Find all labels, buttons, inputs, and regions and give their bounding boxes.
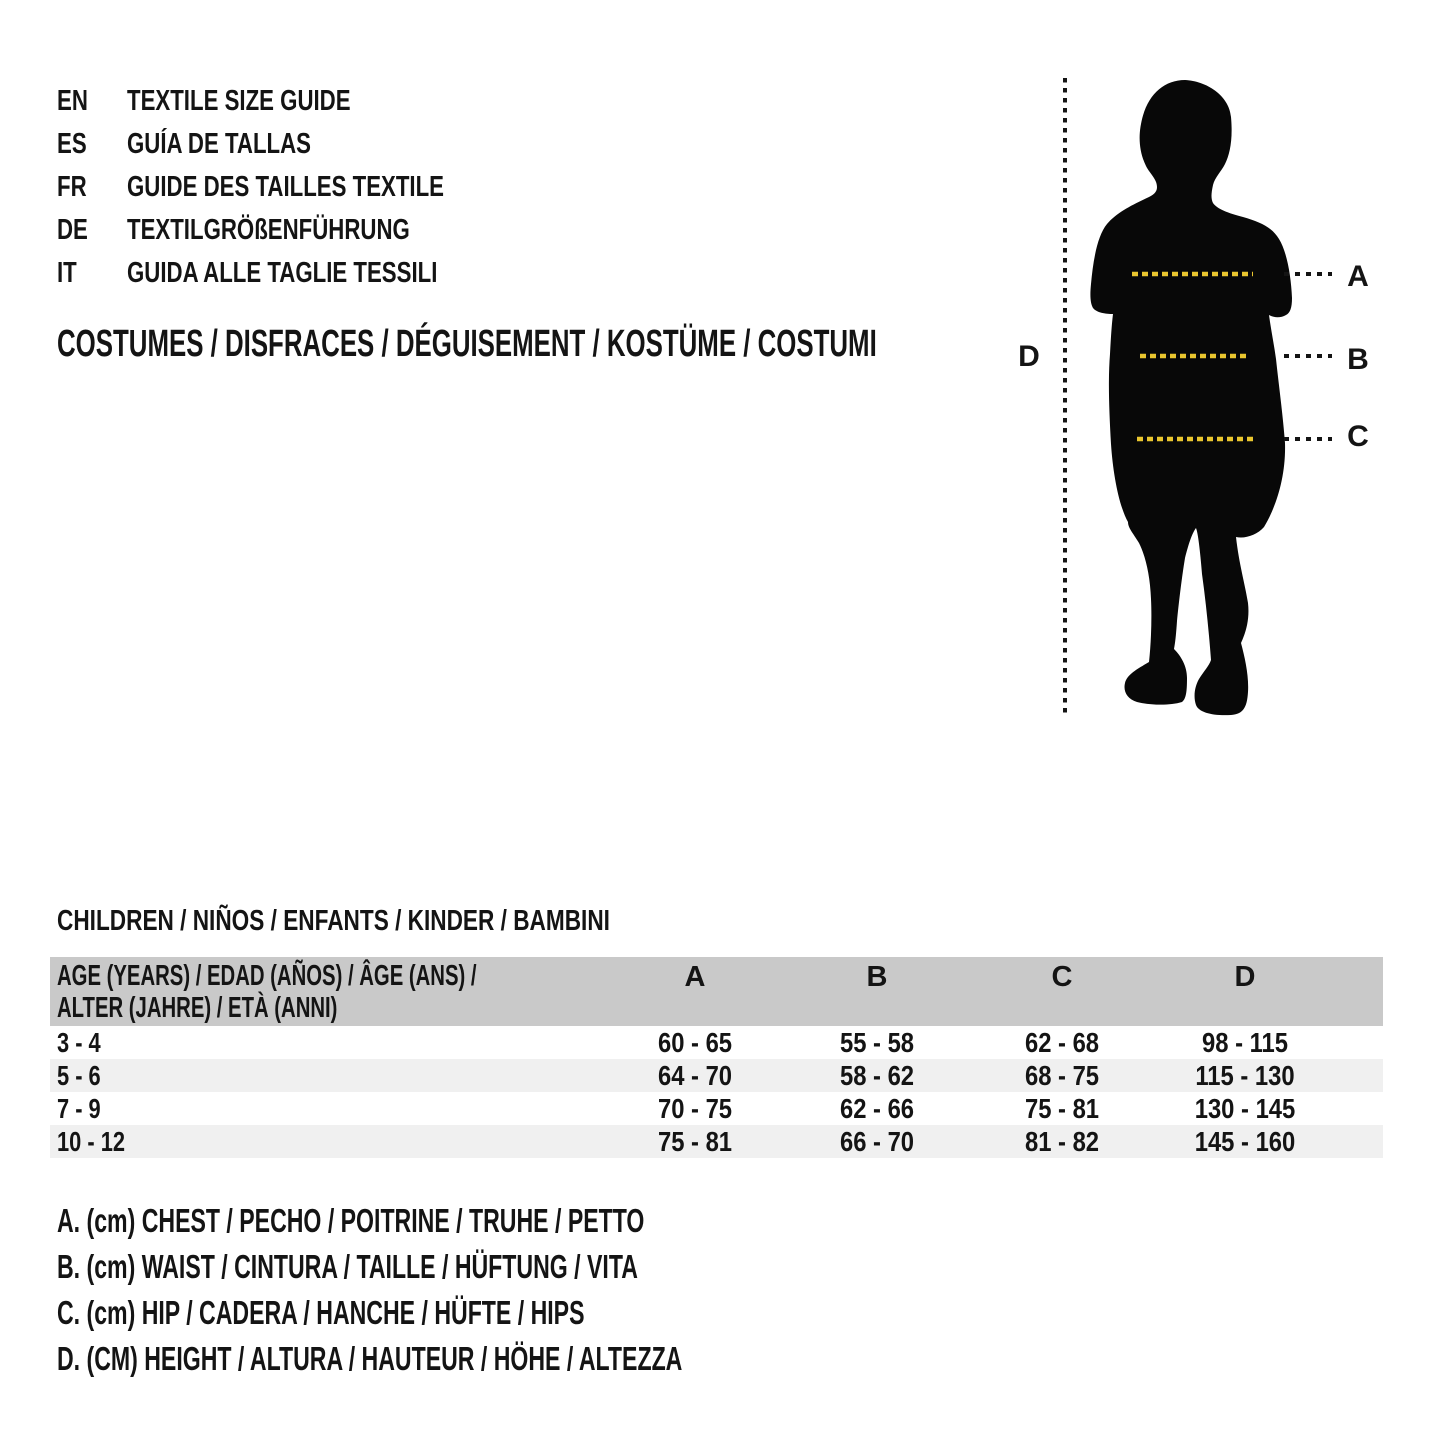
chest-label-a: A: [1347, 260, 1369, 293]
language-code: FR: [57, 171, 87, 203]
language-row-fr: [57, 166, 657, 209]
column-header-b: B: [866, 961, 888, 993]
language-title: TEXTILGRÖßENFÜHRUNG: [127, 214, 410, 246]
table-header: [50, 957, 1383, 1026]
table-section-title: CHILDREN / NIÑOS / ENFANTS / KINDER / BAMBINI: [57, 905, 610, 937]
language-row-de: [57, 209, 657, 252]
language-code: IT: [57, 257, 77, 289]
size-table: [50, 957, 1383, 1158]
language-title: GUÍA DE TALLAS: [127, 128, 312, 160]
table-row: [50, 1059, 1383, 1092]
hip-cell: 62 - 68: [1024, 1027, 1100, 1058]
legend-chest: A. (cm) CHEST / PECHO / POITRINE / TRUHE / PETTO: [57, 1202, 645, 1239]
table-row: [50, 1125, 1383, 1158]
waist-cell: 62 - 66: [839, 1093, 915, 1124]
language-list: [57, 80, 657, 295]
legend-height: D. (CM) HEIGHT / ALTURA / HAUTEUR / HÖHE / ALTEZZA: [57, 1340, 683, 1377]
language-code: DE: [57, 214, 88, 246]
age-column-header: AGE (YEARS) / EDAD (AÑOS) / ÂGE (ANS) / ALTER (JAHRE) / ETÀ (ANNI): [57, 960, 477, 1024]
language-title: GUIDA ALLE TAGLIE TESSILI: [127, 257, 438, 289]
measurement-figure: [1000, 55, 1445, 725]
legend-waist: B. (cm) WAIST / CINTURA / TAILLE / HÜFTUNG / VITA: [57, 1248, 638, 1285]
waist-cell: 66 - 70: [839, 1126, 915, 1157]
age-cell: 7 - 9: [57, 1093, 101, 1124]
column-header-d: D: [1234, 961, 1256, 993]
language-code: EN: [57, 85, 88, 117]
table-row: [50, 1092, 1383, 1125]
height-cell: 130 - 145: [1194, 1093, 1296, 1124]
height-cell: 145 - 160: [1194, 1126, 1296, 1157]
height-cell: 98 - 115: [1201, 1027, 1289, 1058]
language-row-en: [57, 80, 657, 123]
language-row-es: [57, 123, 657, 166]
language-code: ES: [57, 128, 87, 160]
chest-cell: 70 - 75: [657, 1093, 733, 1124]
child-silhouette: [1090, 80, 1292, 715]
hip-cell: 81 - 82: [1024, 1126, 1100, 1157]
language-row-it: [57, 252, 657, 295]
column-header-a: A: [684, 961, 706, 993]
height-cell: 115 - 130: [1195, 1060, 1295, 1091]
waist-label-b: B: [1347, 343, 1369, 376]
category-title: COSTUMES / DISFRACES / DÉGUISEMENT / KOSTÜME / COSTUMI: [57, 323, 877, 365]
chest-cell: 75 - 81: [657, 1126, 733, 1157]
hip-cell: 68 - 75: [1024, 1060, 1100, 1091]
height-label-d: D: [1018, 340, 1040, 373]
chest-cell: 64 - 70: [657, 1060, 733, 1091]
column-header-c: C: [1051, 961, 1073, 993]
language-title: GUIDE DES TAILLES TEXTILE: [127, 171, 445, 203]
age-cell: 10 - 12: [57, 1126, 125, 1157]
language-title: TEXTILE SIZE GUIDE: [127, 85, 351, 117]
waist-cell: 58 - 62: [839, 1060, 915, 1091]
hip-cell: 75 - 81: [1024, 1093, 1100, 1124]
hip-label-c: C: [1347, 420, 1369, 453]
age-cell: 3 - 4: [57, 1027, 101, 1058]
measurement-legend: [57, 1198, 950, 1382]
waist-cell: 55 - 58: [839, 1027, 915, 1058]
legend-hip: C. (cm) HIP / CADERA / HANCHE / HÜFTE / HIPS: [57, 1294, 585, 1331]
chest-cell: 60 - 65: [657, 1027, 733, 1058]
age-cell: 5 - 6: [57, 1060, 101, 1091]
table-row: [50, 1026, 1383, 1059]
